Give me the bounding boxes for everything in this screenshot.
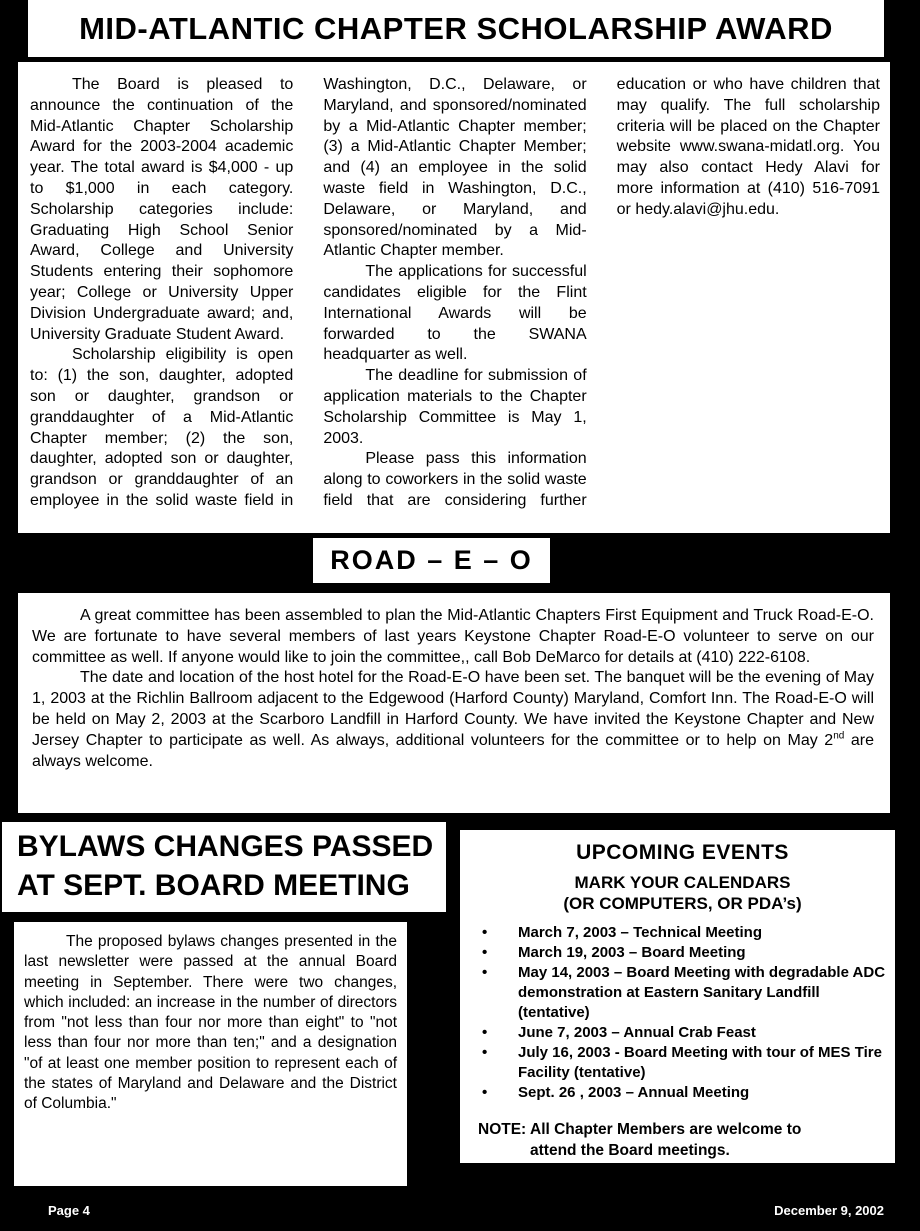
scholarship-title: MID-ATLANTIC CHAPTER SCHOLARSHIP AWARD <box>79 10 833 46</box>
bullet-icon: • <box>482 964 488 981</box>
events-note <box>478 1119 887 1161</box>
bylaws-heading-line-2: AT SEPT. BOARD MEETING <box>17 869 410 902</box>
event-item <box>478 1083 887 1103</box>
events-title: UPCOMING EVENTS <box>576 841 789 864</box>
roadeo-paragraph-1: A great committee has been assembled to plan the Mid-Atlantic Chapters First Equipment and Truck Road-E-O. We are fortunate to have several members of last years Keystone Chapter Road-E-O volunteer to serve on our committee as well. If anyone would like to join the committee,, call Bob DeMarco for details at (410) 222-6108. <box>32 607 874 666</box>
roadeo-paragraph-2 <box>32 668 874 772</box>
bullet-icon: • <box>482 1044 488 1061</box>
roadeo-title: ROAD – E – O <box>330 545 533 575</box>
events-subtitle <box>478 872 887 914</box>
bullet-icon: • <box>482 1084 488 1101</box>
event-item-text: June 7, 2003 – Annual Crab Feast <box>518 1024 756 1041</box>
bullet-icon: • <box>482 944 488 961</box>
event-item-text: March 19, 2003 – Board Meeting <box>518 944 746 961</box>
event-item <box>478 923 887 943</box>
event-item <box>478 963 887 1023</box>
scholarship-paragraph-3: The applications for successful candidates eligible for the Flint International Awards will be forwarded to the SWANA headquarter as well. <box>323 263 587 364</box>
roadeo-title-box <box>313 538 550 583</box>
scholarship-paragraph-4: The deadline for submission of application materials to the Chapter Scholarship Committee is May 1, 2003. <box>323 367 587 447</box>
event-item <box>478 943 887 963</box>
bylaws-heading-line-1: BYLAWS CHANGES PASSED <box>17 830 434 863</box>
events-list <box>478 923 887 1103</box>
bullet-icon: • <box>482 924 488 941</box>
bylaws-paragraph: The proposed bylaws changes presented in the last newsletter were passed at the annual Board meeting in September. There were two changes, which included: an increase in the number of directors from "not less than four nor more than eight" to "not less than four nor more than ten;" and a designation "of at least one member position to represent each of the states of Maryland and Delaware and the District of Columbia." <box>24 933 397 1113</box>
event-item-text: July 16, 2003 - Board Meeting with tour of MES Tire Facility (tentative) <box>518 1044 882 1081</box>
roadeo-article <box>18 593 890 813</box>
scholarship-title-banner <box>28 0 884 57</box>
bullet-icon: • <box>482 1024 488 1041</box>
roadeo-paragraph-2-text: The date and location of the host hotel for the Road-E-O have been set. The banquet will be the evening of May 1, 2003 at the Richlin Ballroom adjacent to the Edgewood (Harford County) Maryland, Comfort Inn. The Road-E-O will be held on May 2, 2003 at the Scarboro Landfill in Harford County. We have invited the Keystone Chapter and New Jersey Chapter to participate as well. As always, additional volunteers for the committee or to help on May 2 <box>32 669 874 749</box>
roadeo-paragraph-2-end: are always welcome. <box>32 731 875 770</box>
scholarship-article <box>18 62 890 533</box>
scholarship-columns <box>30 75 880 525</box>
upcoming-events-box <box>460 830 895 1163</box>
event-item-text: May 14, 2003 – Board Meeting with degradable ADC demonstration at Eastern Sanitary Landfill (tentative) <box>518 964 886 1021</box>
bylaws-article <box>14 922 407 1186</box>
scholarship-paragraph-1: The Board is pleased to announce the continuation of the Mid-Atlantic Chapter Scholarship Award for the 2003-2004 academic year. The total award is $4,000 - up to $1,000 in each category. Scholarship categories include: Graduating High School Senior Award, College and University Students entering their sophomore year; College or University Upper Division Undergraduate award; and, University Graduate Student Award. <box>30 76 294 343</box>
events-subtitle-line-2: (OR COMPUTERS, OR PDA’s) <box>563 894 802 913</box>
event-item <box>478 1043 887 1083</box>
event-item-text: Sept. 26 , 2003 – Annual Meeting <box>518 1084 750 1101</box>
events-note-text: All Chapter Members are welcome to attend the Board meetings. <box>530 1121 802 1159</box>
event-item-text: March 7, 2003 – Technical Meeting <box>518 924 762 941</box>
events-subtitle-line-1: MARK YOUR CALENDARS <box>574 873 791 892</box>
page-number: Page 4 <box>48 1203 90 1218</box>
event-item <box>478 1023 887 1043</box>
issue-date: December 9, 2002 <box>774 1203 884 1218</box>
scholarship-paragraph-5: Please pass this information along to coworkers in the solid waste field that are considering further education or who have children that may qualify. The full scholarship criteria will be placed on the Chapter website www.swana-midatl.org. You may also contact Hedy Alavi for more information at (410) 516-7091 or hedy.alavi@jhu.edu. <box>323 76 880 509</box>
events-note-label: NOTE: <box>478 1121 527 1138</box>
ordinal-superscript: nd <box>833 730 845 742</box>
scholarship-paragraph-2: Scholarship eligibility is open to: (1) the son, daughter, adopted son or daughter, grandson or granddaughter of a Mid-Atlantic Chapter member; (2) the son, daughter, adopted son or daughter, grandson or granddaughter of an employee in the solid waste field in Washington, D.C., Delaware, or Maryland, and sponsored/nominated by a Mid-Atlantic Chapter member; (3) a Mid-Atlantic Chapter Member; and (4) an employee in the solid waste field in Washington, D.C., Delaware, or Maryland, and sponsored/nominated by a Mid-Atlantic Chapter member. <box>30 76 587 509</box>
bylaws-heading-box <box>2 822 446 912</box>
